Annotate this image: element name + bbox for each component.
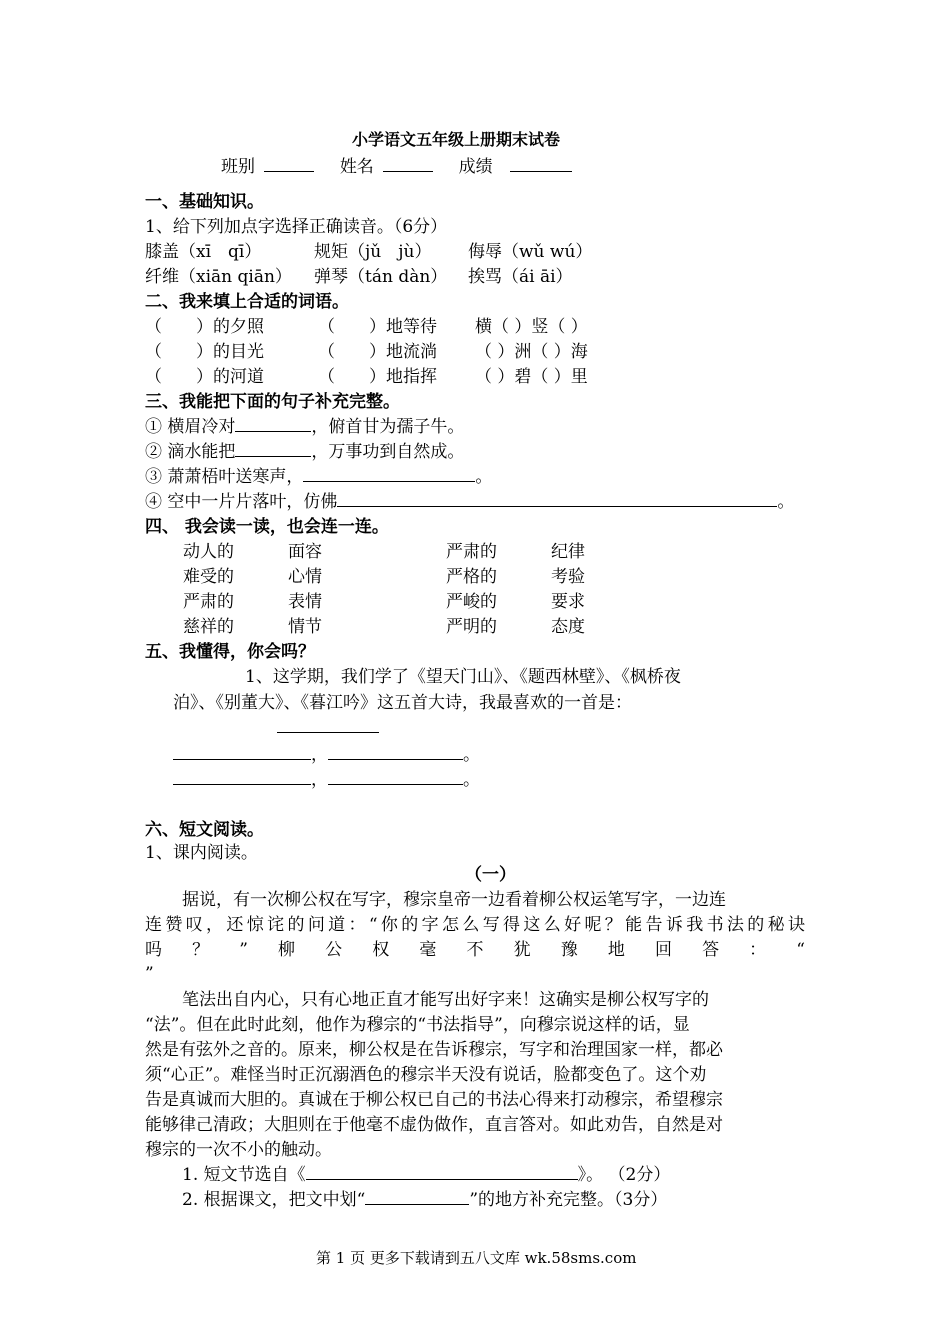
match-word: 要求 [551, 592, 585, 612]
fill-word-item: （ ）洲（ ）海 [475, 342, 588, 362]
sentence-3 [145, 465, 492, 489]
match-word: 表情 [288, 592, 322, 612]
match-word: 心情 [288, 567, 322, 587]
underline-sample [365, 1188, 469, 1205]
sentence-2 [145, 440, 464, 464]
pinyin-item: 纤维（xiān qiān） [145, 267, 292, 287]
passage-question-2 [182, 1188, 667, 1212]
match-word: 情节 [288, 617, 322, 637]
section-6-heading: 六、短文阅读。 [145, 820, 264, 840]
passage-para-2-line: 须“心正”。难怪当时正沉溺酒色的穆宗半天没有说话，脸都变色了。这个劝 [145, 1065, 707, 1085]
pinyin-item: 挨骂（ái āi） [468, 267, 573, 287]
match-word: 严格的 [446, 567, 497, 587]
poem-period: 。 [463, 745, 480, 765]
passage-para-2-line: “法”。但在此时此刻，他作为穆宗的“书法指导”，向穆宗说这样的话，显 [145, 1015, 690, 1035]
pinyin-item: 侮辱（wǔ wú） [468, 242, 593, 262]
passage-para-2-line: 穆宗的一次不小的触动。 [145, 1140, 332, 1160]
poem-blank[interactable] [173, 743, 311, 760]
sentence-3-blank[interactable] [303, 465, 475, 482]
passage-question-2-end: ”的地方补充完整。（3分） [469, 1190, 668, 1210]
fill-word-item: （ ）的目光 [145, 342, 264, 362]
name-label: 姓名 [339, 157, 374, 177]
match-word: 严肃的 [183, 592, 234, 612]
poem-blank[interactable] [328, 768, 463, 785]
match-word: 动人的 [183, 542, 234, 562]
sentence-1-start: ① 横眉冷对 [145, 417, 236, 437]
class-label: 班别 [221, 157, 255, 177]
sentence-4 [145, 490, 794, 514]
sentence-1-blank[interactable] [235, 415, 311, 432]
match-word: 严肃的 [446, 542, 497, 562]
sentence-4-end: 。 [777, 492, 795, 512]
match-word: 考验 [551, 567, 585, 587]
page-footer: 第 1 页 更多下载请到五八文库 wk.58sms.com [316, 1249, 637, 1267]
passage-question-2-start: 2. 根据课文，把文中划“ [182, 1190, 366, 1210]
match-word: 严明的 [446, 617, 497, 637]
s5-question-line-2: 泊》、《别董大》、《暮江吟》这五首大诗，我最喜欢的一首是： [173, 693, 632, 713]
match-word: 面容 [288, 542, 322, 562]
sentence-2-start: ② 滴水能把 [145, 442, 236, 462]
poem-comma: ， [311, 770, 328, 790]
passage-para-2-line: 笔法出自内心，只有心地正直才能写出好字来！这确实是柳公权写字的 [182, 990, 709, 1010]
passage-question-1-end: 》。 （2分） [577, 1165, 671, 1185]
passage-question-1 [182, 1163, 670, 1187]
class-blank[interactable] [264, 155, 314, 172]
passage-para-1-line: 吗？”柳公权毫不犹豫地回答：“ [145, 940, 805, 960]
fill-word-item: （ ）地指挥 [318, 367, 437, 387]
match-word: 难受的 [183, 567, 234, 587]
sentence-1 [145, 415, 464, 439]
poem-comma: ， [311, 745, 328, 765]
passage-para-2-line: 能够律己清政；大胆则在于他毫不虚伪做作，直言答对。如此劝告，自然是对 [145, 1115, 723, 1135]
s6-subheading: 1、课内阅读。 [145, 843, 258, 863]
header-fields [221, 155, 572, 179]
poem-period: 。 [463, 770, 480, 790]
sentence-4-start: ④ 空中一片片落叶，仿佛 [145, 492, 338, 512]
poem-line-2 [173, 768, 480, 792]
fill-word-item: 横（ ）竖（ ） [475, 317, 588, 337]
page-title: 小学语文五年级上册期末试卷 [352, 130, 561, 149]
poem-blank[interactable] [173, 768, 311, 785]
section-2-heading: 二、我来填上合适的词语。 [145, 292, 349, 312]
sentence-4-blank[interactable] [337, 490, 777, 507]
passage-para-1-line: 据说，有一次柳公权在写字，穆宗皇帝一边看着柳公权运笔写字，一边连 [182, 890, 726, 910]
section-4-heading: 四、 我会读一读，也会连一连。 [145, 517, 389, 537]
passage-para-2-line: 告是真诚而大胆的。真诚在于柳公权已自己的书法心得来打动穆宗，希望穆宗 [145, 1090, 723, 1110]
score-label: 成绩 [458, 157, 493, 177]
passage-para-1-line: ” [145, 964, 154, 984]
section-1-heading: 一、基础知识。 [145, 192, 264, 212]
fill-word-item: （ ）的河道 [145, 367, 264, 387]
match-word: 慈祥的 [183, 617, 234, 637]
fill-word-item: （ ）的夕照 [145, 317, 264, 337]
fill-word-item: （ ）地等待 [318, 317, 437, 337]
sentence-2-blank[interactable] [235, 440, 311, 457]
sentence-1-end: ，俯首甘为孺子牛。 [311, 417, 465, 437]
score-blank[interactable] [510, 155, 572, 172]
passage-part-label: （一） [465, 865, 516, 885]
source-blank[interactable] [306, 1163, 578, 1180]
s1-question: 1、给下列加点字选择正确读音。（6分） [145, 217, 448, 237]
sentence-3-end: 。 [475, 467, 493, 487]
passage-question-1-start: 1. 短文节选自《 [182, 1165, 306, 1185]
pinyin-item: 规矩（jǔ jù） [314, 242, 432, 262]
poem-line-1 [173, 743, 480, 767]
match-word: 严峻的 [446, 592, 497, 612]
pinyin-item: 弹琴（tán dàn） [314, 267, 448, 287]
poem-title-blank[interactable] [277, 716, 379, 733]
fill-word-item: （ ）地流淌 [318, 342, 437, 362]
s5-question-line-1: 1、这学期，我们学了《望天门山》、《题西林壁》、《枫桥夜 [245, 667, 681, 687]
passage-para-2-line: 然是有弦外之音的。原来，柳公权是在告诉穆宗，写字和治理国家一样，都必 [145, 1040, 723, 1060]
passage-para-1-line: 连赞叹，还惊诧的问道：“你的字怎么写得这么好呢？能告诉我书法的秘诀 [145, 915, 805, 935]
sentence-2-end: ，万事功到自然成。 [311, 442, 465, 462]
poem-blank[interactable] [328, 743, 463, 760]
section-5-heading: 五、我懂得，你会吗？ [145, 642, 315, 662]
fill-word-item: （ ）碧（ ）里 [475, 367, 588, 387]
name-blank[interactable] [383, 155, 433, 172]
match-word: 态度 [551, 617, 585, 637]
pinyin-item: 膝盖（xī qī） [145, 242, 262, 262]
section-3-heading: 三、我能把下面的句子补充完整。 [145, 392, 400, 412]
match-word: 纪律 [551, 542, 585, 562]
sentence-3-start: ③ 萧萧梧叶送寒声， [145, 467, 304, 487]
